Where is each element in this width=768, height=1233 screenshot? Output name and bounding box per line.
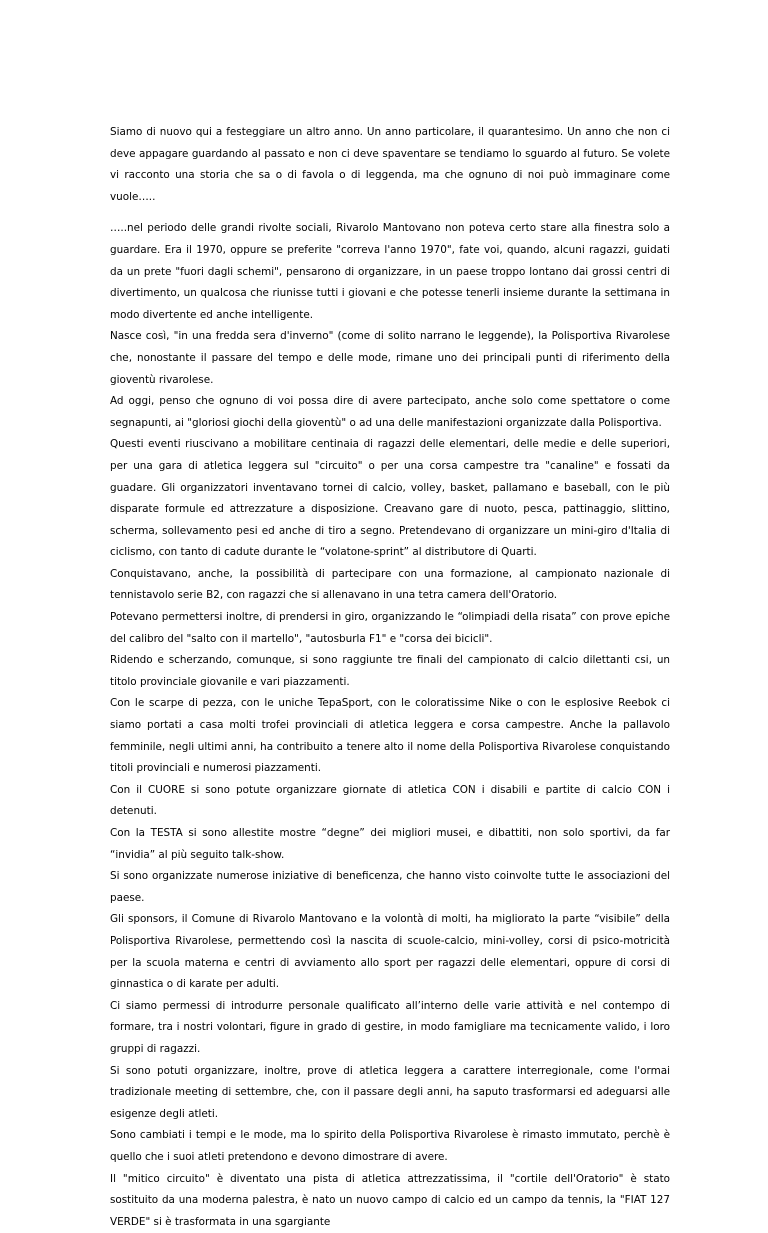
paragraph-spirit: Sono cambiati i tempi e le mode, ma lo spirito della Polisportiva Rivarolese è rimasto immutato, perchè è quello che i suoi atleti pretendono e devono dimostrare di avere. — [110, 1125, 670, 1168]
paragraph-events: Questi eventi riuscivano a mobilitare centinaia di ragazzi delle elementari, delle medie e delle superiori, per una gara di atletica leggera sul "circuito" o per una corsa campestre tra "canaline" e fossati da guadare. Gli organizzatori inventavano tornei di calcio, volley, basket, pallamano e baseball, con le più disparate formule ed attrezzature a disposizione. Creavano gare di nuoto, pesca, pattinaggio, slittino, scherma, sollevamento pesi ed anche di tiro a segno. Pretendevano di organizzare un mini-giro d'Italia di ciclismo, con tanto di cadute durante le “volatone-sprint” al distributore di Quarti. — [110, 434, 670, 564]
paragraph-athletics: Con le scarpe di pezza, con le uniche TepaSport, con le coloratissime Nike o con le esplosive Reebok ci siamo portati a casa molti trofei provinciali di atletica leggera e corsa campestre. Anche la pallavolo femminile, negli ultimi anni, ha contribuito a tenere alto il nome della Polisportiva Rivarolese conquistando titoli provinciali e numerosi piazzamenti. — [110, 693, 670, 779]
document-body — [110, 122, 670, 1233]
paragraph-charity: Si sono organizzate numerose iniziative di beneficenza, che hanno visto coinvolte tutte le associazioni del paese. — [110, 866, 670, 909]
paragraph-head: Con la TESTA si sono allestite mostre “degne” dei migliori musei, e dibattiti, non solo sportivi, da far “invidia” al più seguito talk-show. — [110, 823, 670, 866]
paragraph-intro: Siamo di nuovo qui a festeggiare un altro anno. Un anno particolare, il quarantesimo. Un anno che non ci deve appagare guardando al passato e non ci deve spaventare se tendiamo lo sguardo al futuro. Se volete vi racconto una storia che sa o di favola o di leggenda, ma che ognuno di noi può immaginare come vuole….. — [110, 122, 670, 208]
paragraph-facilities: Il "mitico circuito" è diventato una pista di atletica attrezzatissima, il "cortile dell'Oratorio" è stato sostituito da una moderna palestra, è nato un nuovo campo di calcio ed un campo da tennis, la "FIAT 127 VERDE" si è trasformata in una sgargiante — [110, 1169, 670, 1233]
paragraph-meeting: Si sono potuti organizzare, inoltre, prove di atletica leggera a carattere interregionale, come l'ormai tradizionale meeting di settembre, che, con il passare degli anni, ha saputo trasformarsi ed adeguarsi alle esigenze degli atleti. — [110, 1061, 670, 1126]
paragraph-football: Ridendo e scherzando, comunque, si sono raggiunte tre finali del campionato di calcio dilettanti csi, un titolo provinciale giovanile e vari piazzamenti. — [110, 650, 670, 693]
paragraph-founding: Nasce così, "in una fredda sera d'inverno" (come di solito narrano le leggende), la Polisportiva Rivarolese che, nonostante il passare del tempo e delle mode, rimane uno dei principali punti di riferimento della gioventù rivarolese. — [110, 326, 670, 391]
paragraph-table-tennis: Conquistavano, anche, la possibilità di partecipare con una formazione, al campionato nazionale di tennistavolo serie B2, con ragazzi che si allenavano in una tetra camera dell'Oratorio. — [110, 564, 670, 607]
paragraph-heart: Con il CUORE si sono potute organizzare giornate di atletica CON i disabili e partite di calcio CON i detenuti. — [110, 780, 670, 823]
paragraph-sponsors: Gli sponsors, il Comune di Rivarolo Mantovano e la volontà di molti, ha migliorato la parte “visibile” della Polisportiva Rivarolese, permettendo così la nascita di scuole-calcio, mini-volley, corsi di psico-motricità per la scuola materna e centri di avviamento allo sport per ragazzi delle elementari, oppure di corsi di ginnastica o di karate per adulti. — [110, 909, 670, 995]
paragraph-laughter-olympics: Potevano permettersi inoltre, di prendersi in giro, organizzando le “olimpiadi della risata” con prove epiche del calibro del "salto con il martello", "autosburla F1" e "corsa dei bicicli". — [110, 607, 670, 650]
paragraph-history: …..nel periodo delle grandi rivolte sociali, Rivarolo Mantovano non poteva certo stare alla finestra solo a guardare. Era il 1970, oppure se preferite "correva l'anno 1970", fate voi, quando, alcuni ragazzi, guidati da un prete "fuori dagli schemi", pensarono di organizzare, in un paese troppo lontano dai grossi centri di divertimento, un qualcosa che riunisse tutti i giovani e che potesse tenerli insieme durante la settimana in modo divertente ed anche intelligente. — [110, 218, 670, 326]
paragraph-participation: Ad oggi, penso che ognuno di voi possa dire di avere partecipato, anche solo come spettatore o come segnapunti, ai "gloriosi giochi della gioventù" o ad una delle manifestazioni organizzate dalla Polisportiva. — [110, 391, 670, 434]
paragraph-staff: Ci siamo permessi di introdurre personale qualificato all’interno delle varie attività e nel contempo di formare, tra i nostri volontari, figure in grado di gestire, in modo famigliare ma tecnicamente valido, i loro gruppi di ragazzi. — [110, 996, 670, 1061]
